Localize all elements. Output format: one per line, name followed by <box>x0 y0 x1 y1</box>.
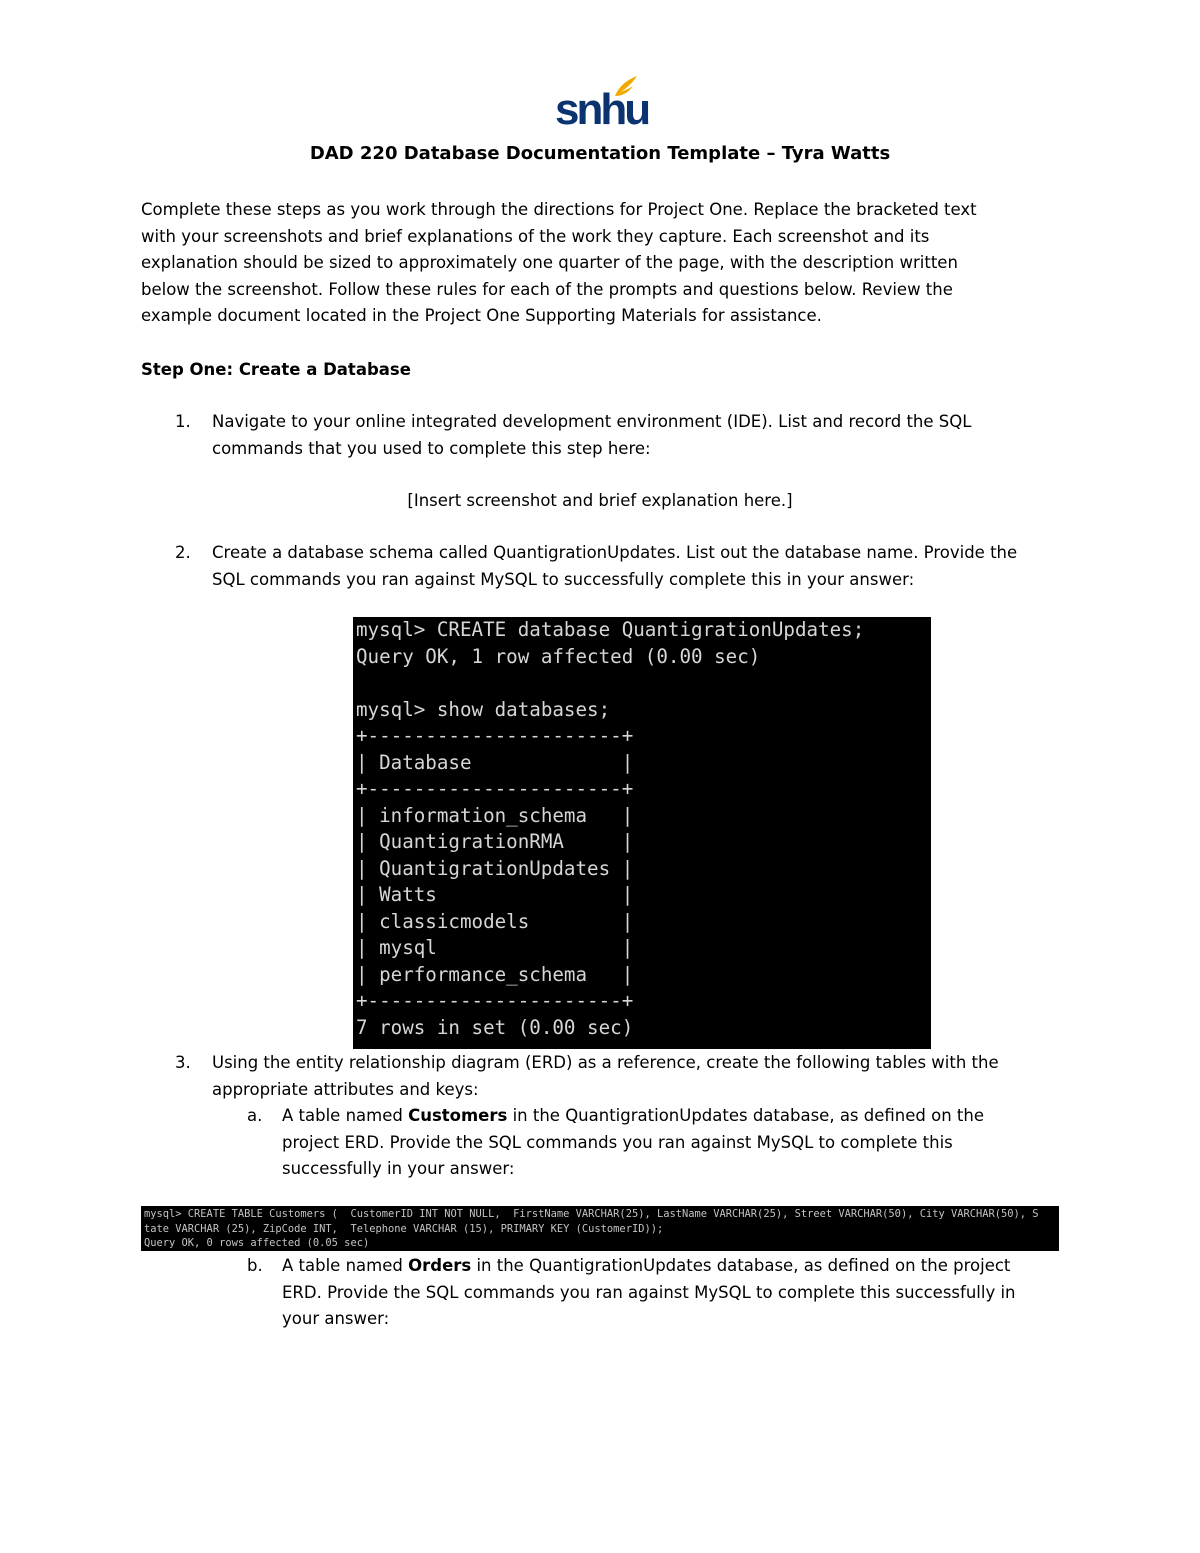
item-3-line: appropriate attributes and keys: <box>212 1079 479 1099</box>
terminal-line: +----------------------+ <box>356 989 634 1012</box>
item-3b-line: your answer: <box>282 1309 390 1329</box>
terminal-line: tate VARCHAR (25), ZipCode INT, Telephone VARCHAR (15), PRIMARY KEY (CustomerID)); <box>144 1222 664 1235</box>
item-2-line: Create a database schema called QuantigrationUpdates. List out the database name. Provide the <box>212 543 1018 562</box>
terminal-line: | mysql | <box>356 936 634 959</box>
terminal-line: | QuantigrationUpdates | <box>356 856 634 880</box>
snhu-logo <box>555 74 649 134</box>
step-one-heading: Step One: Create a Database <box>141 360 411 379</box>
document-title: DAD 220 Database Documentation Template – Tyra Watts <box>309 143 891 164</box>
terminal-line: | Watts | <box>356 883 634 906</box>
item-1-line: commands that you used to complete this step here: <box>212 438 651 458</box>
terminal-line: Query OK, 1 row affected (0.00 sec) <box>356 644 761 668</box>
terminal-line: | information_schema | <box>356 803 634 827</box>
item-3a-post: in the QuantigrationUpdates database, as defined on the <box>507 1106 984 1125</box>
item-3a-first-line <box>282 1103 1072 1130</box>
screenshot-placeholder: [Insert screenshot and brief explanation here.] <box>407 491 793 510</box>
item-3b-text <box>282 1253 1072 1333</box>
terminal-line: mysql> CREATE TABLE Customers ( CustomerID INT NOT NULL, FirstName VARCHAR(25), LastName VARCHAR(25), Street VARCHAR(50), City VARCHAR(50), S <box>144 1208 1039 1220</box>
item-1-line: Navigate to your online integrated development environment (IDE). List and record the SQL <box>212 412 972 431</box>
item-3b-letter: b. <box>247 1256 263 1275</box>
item-1-text <box>212 409 1072 462</box>
intro-paragraph <box>141 197 1061 330</box>
terminal-line: +----------------------+ <box>356 724 634 747</box>
terminal-line: Query OK, 0 rows affected (0.05 sec) <box>144 1237 370 1249</box>
terminal-line: 7 rows in set (0.00 sec) <box>356 1015 634 1039</box>
terminal-line: +----------------------+ <box>356 777 634 800</box>
item-3b-first-line <box>282 1253 1072 1280</box>
item-3b-line: ERD. Provide the SQL commands you ran against MySQL to complete this successfully in <box>282 1282 1016 1302</box>
item-3a-line: successfully in your answer: <box>282 1159 515 1179</box>
item-3b-pre: A table named <box>282 1256 409 1275</box>
intro-line: with your screenshots and brief explanations of the work they capture. Each screenshot and its <box>141 226 930 246</box>
terminal-line: | QuantigrationRMA | <box>356 830 634 853</box>
item-3a-line: project ERD. Provide the SQL commands you ran against MySQL to complete this <box>282 1132 953 1152</box>
intro-line: Complete these steps as you work through the directions for Project One. Replace the bracketed text <box>141 200 977 219</box>
logo-wordmark: snhu <box>555 85 649 134</box>
terminal-line: mysql> show databases; <box>356 697 611 721</box>
item-2-line: SQL commands you ran against MySQL to successfully complete this in your answer: <box>212 569 915 589</box>
terminal-line: | performance_schema | <box>356 962 634 986</box>
item-3b-post: in the QuantigrationUpdates database, as defined on the project <box>471 1256 1011 1275</box>
terminal-line: | Database | <box>356 750 634 774</box>
item-3a-table-name: Customers <box>408 1106 508 1125</box>
item-1-number: 1. <box>175 412 191 431</box>
item-3b-table-name: Orders <box>408 1256 472 1275</box>
item-3-line: Using the entity relationship diagram (ERD) as a reference, create the following tables with the <box>212 1053 999 1072</box>
terminal-line: mysql> CREATE database QuantigrationUpdates; <box>356 618 865 641</box>
item-2-number: 2. <box>175 543 191 562</box>
intro-line: below the screenshot. Follow these rules for each of the prompts and questions below. Review the <box>141 279 953 299</box>
item-3a-letter: a. <box>247 1106 263 1125</box>
terminal-screenshot-create-customers <box>141 1206 1059 1251</box>
terminal-line: | classicmodels | <box>356 909 634 933</box>
intro-line: explanation should be sized to approximately one quarter of the page, with the description written <box>141 253 958 273</box>
item-3a-pre: A table named <box>282 1106 409 1125</box>
terminal-screenshot-databases <box>353 617 931 1049</box>
item-3a-text <box>282 1103 1072 1183</box>
intro-line: example document located in the Project One Supporting Materials for assistance. <box>141 306 822 326</box>
item-3-number: 3. <box>175 1053 191 1072</box>
terminal-line <box>356 670 931 697</box>
item-2-text <box>212 540 1072 593</box>
item-3-text <box>212 1050 1072 1103</box>
